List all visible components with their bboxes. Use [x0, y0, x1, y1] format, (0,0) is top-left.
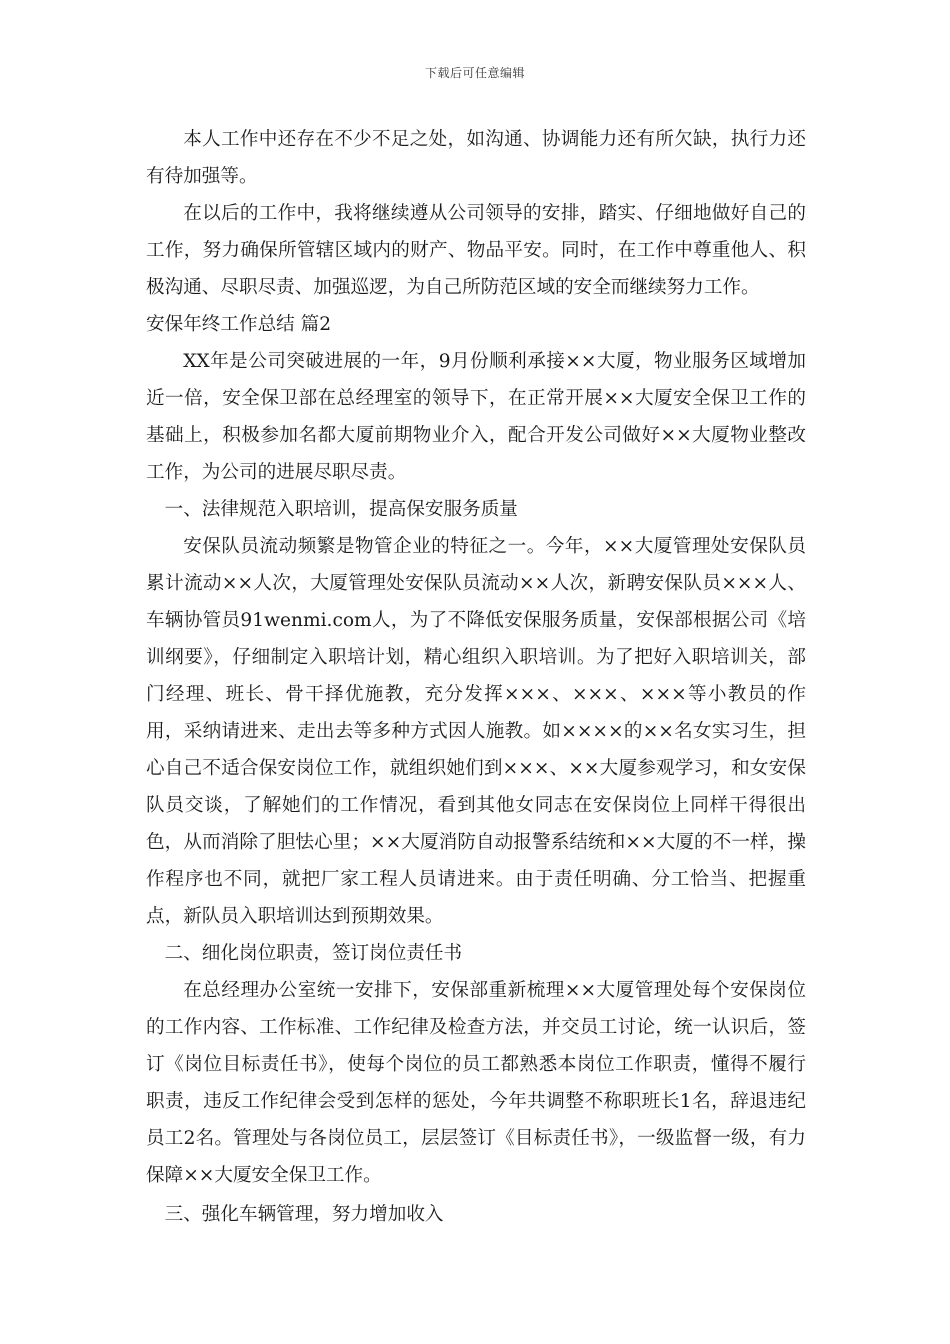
paragraph-shortcomings: 本人工作中还存在不少不足之处，如沟通、协调能力还有所欠缺，执行力还有待加强等。 [146, 129, 806, 187]
heading-responsibilities: 二、细化岗位职责，签订岗位责任书 [164, 943, 463, 964]
page-header: 下载后可任意编辑 [424, 66, 525, 80]
heading-training: 一、法律规范入职培训，提高保安服务质量 [164, 499, 518, 520]
heading-vehicle-management: 三、强化车辆管理，努力增加收入 [164, 1204, 444, 1225]
paragraph-responsibilities: 在总经理办公室统一安排下，安保部重新梳理××大厦管理处每个安保岗位的工作内容、工作标准、工作纪律及检查方法，并交员工讨论，统一认识后，签订《岗位目标责任书》，使每个岗位的员工都熟悉本岗位工作职责，懂得不履行职责，违反工作纪律会受到怎样的惩处，今年共调整不称职班长1名，辞退违纪员工2名。管理处与各岗位员工，层层签订《目标责任书》，一级监督一级，有力保障××大厦安全保卫工作。 [146, 980, 806, 1186]
paragraph-training: 安保队员流动频繁是物管企业的特征之一。今年，××大厦管理处安保队员累计流动××人次，大厦管理处安保队员流动××人次，新聘安保队员×××人、车辆协管员91wenmi.com人，为了不降低安保服务质量，安保部根据公司《培训纲要》，仔细制定入职培计划，精心组织入职培训。为了把好入职培训关，部门经理、班长、骨干择优施教，充分发挥×××、×××、×××等小教员的作用，采纳请进来、走出去等多种方式因人施教。如××××的××名女实习生，担心自己不适合保安岗位工作，就组织她们到×××、××大厦参观学习，和女安保队员交谈，了解她们的工作情况，看到其他女同志在安保岗位上同样干得很出色，从而消除了胆怯心里；××大厦消防自动报警系结统和××大厦的不一样，操作程序也不同，就把厂家工程人员请进来。由于责任明确、分工恰当、把握重点，新队员入职培训达到预期效果。 [146, 536, 806, 927]
paragraph-year-overview: XX年是公司突破进展的一年，9月份顺利承接××大厦，物业服务区域增加近一倍，安全保卫部在总经理室的领导下，在正常开展××大厦安全保卫工作的基础上，积极参加名都大厦前期物业介入，配合开发公司做好××大厦物业整改工作，为公司的进展尽职尽责。 [146, 351, 806, 483]
document-body [146, 121, 806, 1233]
paragraph-future-work: 在以后的工作中，我将继续遵从公司领导的安排，踏实、仔细地做好自己的工作，努力确保所管辖区域内的财产、物品平安。同时，在工作中尊重他人、积极沟通、尽职尽责、加强巡逻，为自己所防范区域的安全而继续努力工作。 [146, 203, 806, 298]
section-title: 安保年终工作总结 篇2 [146, 314, 332, 335]
